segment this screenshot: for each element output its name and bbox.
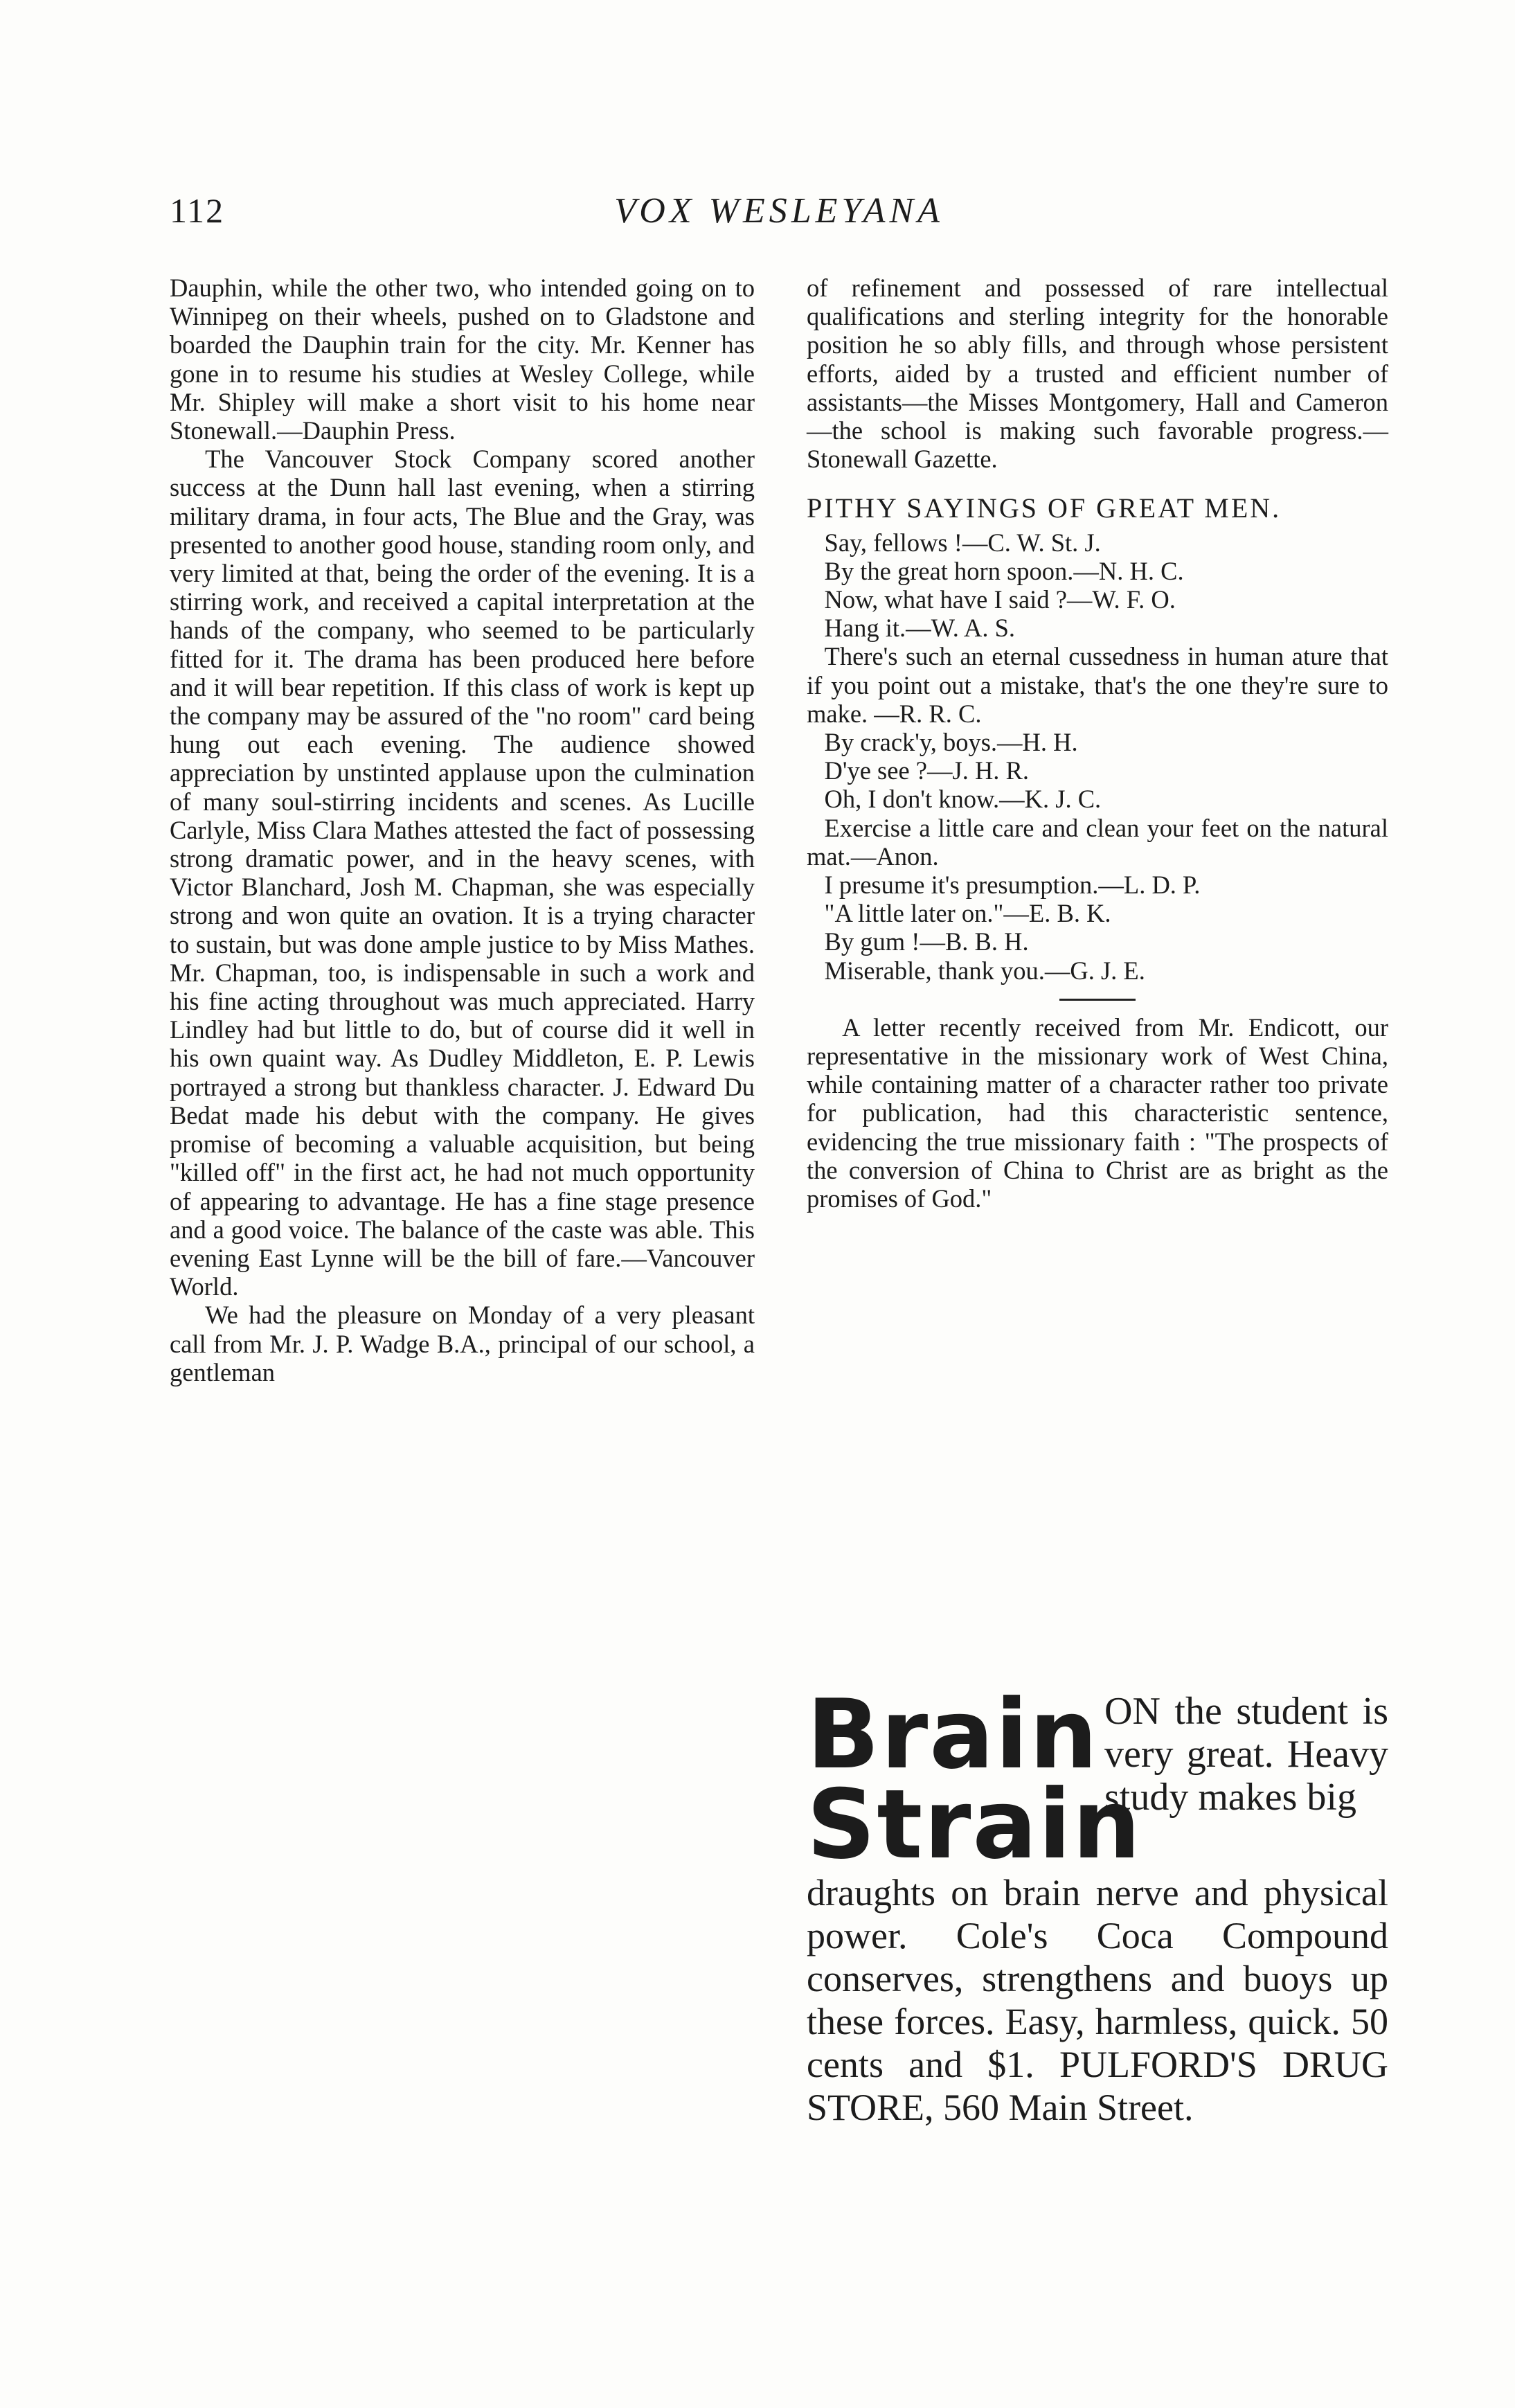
saying-item: Oh, I don't know.—K. J. C. <box>824 785 1102 814</box>
saying-item: Exercise a little care and clean your feet on the natural mat.—Anon. <box>807 813 1388 871</box>
article-continuation: of refinement and possessed of rare intellectual qualifications and sterling integrity for the honorable position he so ably fills, and through whose persistent efforts, aided by a trusted and efficient number of assistants—the Misses Montgomery, Hall and Cameron—the school is making such favorable progress.—Stonewall Gazette. <box>807 274 1388 474</box>
saying-item: Hang it.—W. A. S. <box>824 614 1016 643</box>
ad-body-text: draughts on brain nerve and physical power. Cole's Coca Compound conserves, strengthens and buoys up these forces. Easy, harmless, quick. 50 cents and $1. PULFORD'S DRUG STORE, 560 Main Street. <box>807 1872 1388 2128</box>
left-column <box>170 274 755 1386</box>
letter-paragraph: A letter recently received from Mr. Endicott, our representative in the missionary work of West China, while containing matter of a character rather too private for publication, had this characteristic sentence, evidencing the true missionary faith : "The prospects of the conversion of China to Christ are as bright as the promises of God." <box>807 1013 1388 1213</box>
saying-item: Miserable, thank you.—G. J. E. <box>824 956 1145 985</box>
journal-title: VOX WESLEYANA <box>614 191 944 231</box>
saying-item: There's such an eternal cussedness in human ature that if you point out a mistake, that's the one they're sure to make. —R. R. C. <box>807 642 1388 728</box>
divider-rule <box>1059 999 1136 1001</box>
right-column <box>807 274 1388 1213</box>
article-paragraph: We had the pleasure on Monday of a very pleasant call from Mr. J. P. Wadge B.A., principal of our school, a gentleman <box>170 1301 755 1386</box>
saying-item: I presume it's presumption.—L. D. P. <box>824 871 1201 900</box>
saying-item: By crack'y, boys.—H. H. <box>824 728 1078 757</box>
sayings-list <box>807 528 1388 985</box>
ad-side-text: ON the student is very great. Heavy study makes big <box>1104 1690 1388 1819</box>
saying-item: Now, what have I said ?—W. F. O. <box>824 585 1176 614</box>
saying-item: Say, fellows !—C. W. St. J. <box>824 528 1101 557</box>
article-paragraph: Dauphin, while the other two, who intended going on to Winnipeg on their wheels, pushed on to Gladstone and boarded the Dauphin train for the city. Mr. Kenner has gone in to resume his studies at Wesley College, while Mr. Shipley will make a short visit to his home near Stonewall.—Dauphin Press. <box>170 274 755 445</box>
saying-item: By the great horn spoon.—N. H. C. <box>824 556 1184 585</box>
saying-item: "A little later on."—E. B. K. <box>824 899 1111 928</box>
page-number: 112 <box>170 191 225 230</box>
sayings-title: PITHY SAYINGS OF GREAT MEN. <box>807 492 1282 524</box>
saying-item: D'ye see ?—J. H. R. <box>824 756 1030 785</box>
saying-item: By gum !—B. B. H. <box>824 927 1029 956</box>
ad-headline-strain: Strain <box>807 1769 1142 1880</box>
ad-headline-brain: Brain <box>807 1679 1099 1790</box>
article-paragraph: The Vancouver Stock Company scored another success at the Dunn hall last evening, when a stirring military drama, in four acts, The Blue and the Gray, was presented to another good house, standing room only, and very limited at that, being the order of the evening. It is a stirring work, and received a capital interpretation at the hands of the company, who seemed to be particularly fitted for it. The drama has been produced here before and it will bear repetition. If this class of work is kept up the company may be assured of the "no room" card being hung out each evening. The audience showed appreciation by unstinted applause upon the culmination of many soul-stirring incidents and scenes. As Lucille Carlyle, Miss Clara Mathes attested the fact of possessing strong dramatic power, and in the heavy scenes, with Victor Blanchard, Josh M. Chapman, she was especially strong and won quite an ovation. It is a trying character to sustain, but was done ample justice to by Miss Mathes. Mr. Chapman, too, is indispensable in such a work and his fine acting throughout was much appreciated. Harry Lindley had but little to do, but of course did it well in his own quaint way. As Dudley Middleton, E. P. Lewis portrayed a strong but thankless character. J. Edward Du Bedat made his debut with the company. He gives promise of becoming a valuable acquisition, but being "killed off" in the first act, he had not much opportunity of appearing to advantage. He has a fine stage presence and a good voice. The balance of the caste was able. This evening East Lynne will be the bill of fare.—Vancouver World. <box>170 445 755 1301</box>
page-header <box>170 190 1388 246</box>
